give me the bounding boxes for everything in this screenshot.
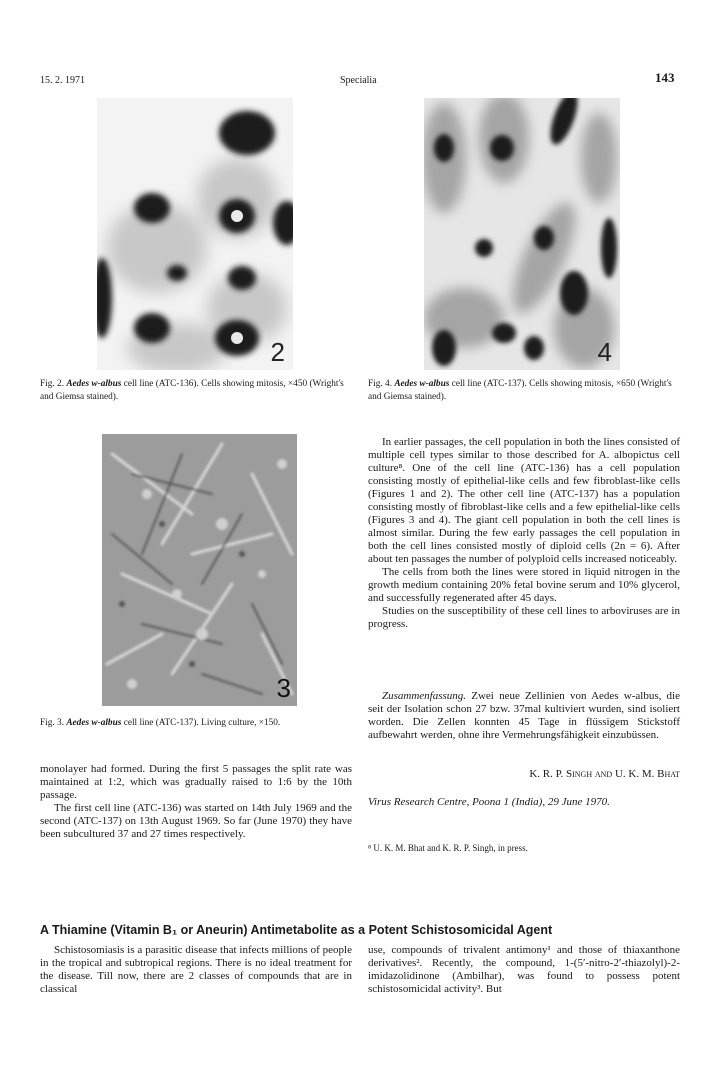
left-column-text bbox=[40, 763, 352, 841]
paragraph-cell-lines: The first cell line (ATC-136) was started on 14th July 1969 and the second (ATC-137) on 13th August 1969. So far (June 1970) they have been subcultured 37 and 27 times respectively. bbox=[40, 802, 352, 840]
article-left-column bbox=[40, 944, 352, 996]
affiliation: Virus Research Centre, Poona 1 (India), 29 June 1970. bbox=[368, 796, 610, 808]
zusammenfassung-text: Zwei neue Zellinien von Aedes w-albus, die seit der Isolation schon 27 bzw. 37mal kultiviert wurden, sind isoliert worden. Die Zellen konnten 45 Tage in flüssigem Stickstoff aufbewahrt werden, ohne ihre Vermehrungsfähigkeit einzubüssen. bbox=[368, 690, 680, 741]
paragraph-monolayer: monolayer had formed. During the first 5 passages the split rate was maintained at 1:2, which was gradually raised to 1:6 by the 10th passage. bbox=[40, 763, 352, 801]
figure-3-caption bbox=[40, 717, 360, 730]
figure-3-micrograph bbox=[102, 434, 297, 706]
header-section: Specialia bbox=[340, 75, 377, 86]
figure-3-caption-num: Fig. 3. bbox=[40, 718, 65, 728]
article-paragraph-right: use, compounds of trivalent antimony¹ and those of thiaxanthone derivatives². Recently, the compound, 1-(5′-nitro-2′-thiazolyl)-2-imidazolidinone (Ambilhar), was found to possess potent schistosomicidal activity³. But bbox=[368, 944, 680, 995]
figure-2-caption bbox=[40, 378, 352, 403]
footnote: ⁸ U. K. M. Bhat and K. R. P. Singh, in press. bbox=[368, 843, 528, 853]
paragraph-populations: In earlier passages, the cell population in both the lines consisted of multiple cell types similar to those described for A. albopictus cell culture⁸. One of the cell line (ATC-136) has a cell population consisting mostly of epithelial-like cells and few fibroblast-like cells (Figures 1 and 2). The other cell line (ATC-137) has a population consisting mostly of fibroblast-like cells and a few epithelial-like cells (Figures 3 and 4). The giant cell population in both the cell lines is almost similar. During the few early passages the cell population in both the cell lines consisted mostly of diploid cells (2n = 6). After about ten passages the number of polyploid cells increased noticeably. bbox=[368, 436, 680, 565]
figure-2-micrograph bbox=[97, 98, 293, 370]
paragraph-storage: The cells from both the lines were stored in liquid nitrogen in the growth medium containing 20% fetal bovine serum and 10% glycerol, and successfully regenerated after 45 days. bbox=[368, 566, 680, 604]
figure-3-number: 3 bbox=[276, 673, 291, 703]
figure-4-caption-num: Fig. 4. bbox=[368, 379, 393, 389]
figure-4-image bbox=[424, 98, 620, 370]
zusammenfassung bbox=[368, 690, 680, 742]
zusammenfassung-label: Zusammenfassung. bbox=[382, 690, 467, 702]
paragraph-studies: Studies on the susceptibility of these cell lines to arboviruses are in progress. bbox=[368, 605, 680, 630]
page-number: 143 bbox=[655, 70, 675, 85]
figure-2-image bbox=[97, 98, 293, 370]
figure-2-caption-species: Aedes w-albus bbox=[66, 379, 122, 389]
figure-4-caption-text: cell line (ATC-137). Cells showing mitosis, ×650 (Wright's and Giemsa stained). bbox=[368, 379, 672, 402]
header-date: 15. 2. 1971 bbox=[40, 75, 85, 86]
article-title: A Thiamine (Vitamin B₁ or Aneurin) Antimetabolite as a Potent Schistosomicidal Agent bbox=[40, 923, 553, 937]
figure-4-number: 4 bbox=[597, 337, 612, 367]
figure-3-caption-text: cell line (ATC-137). Living culture, ×150. bbox=[123, 718, 281, 728]
figure-4-caption bbox=[368, 378, 680, 403]
right-column-text bbox=[368, 436, 680, 631]
authors: K. R. P. Singh and U. K. M. Bhat bbox=[529, 768, 680, 780]
figure-3-caption-species: Aedes w-albus bbox=[66, 718, 122, 728]
article-right-column bbox=[368, 944, 680, 996]
figure-2-caption-num: Fig. 2. bbox=[40, 379, 65, 389]
figure-4-caption-species: Aedes w-albus bbox=[394, 379, 450, 389]
figure-2-number: 2 bbox=[270, 337, 285, 367]
figure-2-caption-text: cell line (ATC-136). Cells showing mitosis, ×450 (Wright's and Giemsa stained). bbox=[40, 379, 344, 402]
article-paragraph-left: Schistosomiasis is a parasitic disease that infects millions of people in the tropical and subtropical regions. There is no ideal treatment for the disease. Till now, there are 2 classes of compounds that are in classical bbox=[40, 944, 352, 995]
figure-4-micrograph bbox=[424, 98, 620, 370]
figure-3-image bbox=[102, 434, 297, 706]
